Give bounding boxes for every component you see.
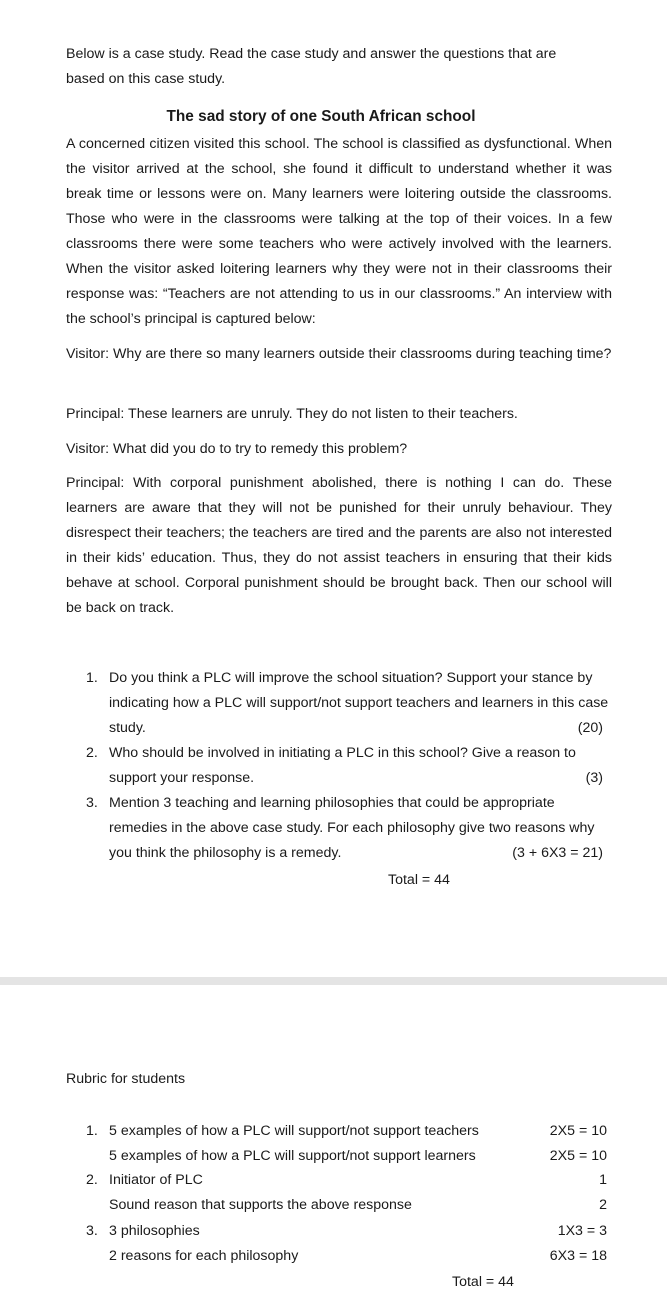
rubric-criterion: 2 reasons for each philosophy	[109, 1248, 299, 1264]
rubric-criterion: 5 examples of how a PLC will support/not support teachers	[109, 1123, 479, 1139]
rubric-row	[86, 1119, 607, 1144]
question-text: Do you think a PLC will improve the school situation? Support your stance by indicating how a PLC will support/not support teachers and learners in this case study.	[109, 670, 609, 736]
question-number: 3.	[86, 795, 98, 811]
visitor-question-2: Visitor: What did you do to try to remedy this problem?	[66, 441, 408, 457]
question-marks: (20)	[577, 720, 603, 736]
visitor-question-1: Visitor: Why are there so many learners outside their classrooms during teaching time?	[66, 346, 612, 362]
case-study-title: The sad story of one South African school	[166, 108, 476, 125]
rubric-number: 3.	[86, 1223, 98, 1239]
rubric-criterion: 3 philosophies	[109, 1223, 200, 1239]
rubric-criterion: Sound reason that supports the above response	[109, 1197, 412, 1213]
rubric-total-cut-off: Total = 44	[452, 1274, 514, 1290]
rubric-value: 2X5 = 10	[549, 1123, 607, 1139]
total-marks: Total = 44	[388, 872, 450, 888]
question-text: Who should be involved in initiating a PLC in this school? Give a reason to support your response.	[109, 745, 576, 786]
page-separator	[0, 977, 667, 985]
rubric-criterion: 5 examples of how a PLC will support/not support learners	[109, 1148, 476, 1164]
case-paragraph: A concerned citizen visited this school. The school is classified as dysfunctional. When the visitor arrived at the school, she found it difficult to understand whether it was break time or lessons were on. Many learners were loitering outside the classrooms. Those who were in the classrooms were talking at the top of their voices. In a few classrooms there were some teachers who were actively involved with the learners. When the visitor asked loitering learners why they were not in their classrooms their response was: “Teachers are not attending to us in our classrooms.” An interview with the school’s principal is captured below:	[66, 136, 612, 327]
question-item	[86, 666, 611, 741]
question-number: 2.	[86, 745, 98, 761]
rubric-value: 2	[599, 1197, 607, 1213]
intro-text: Below is a case study. Read the case study and answer the questions that are based on this case study.	[66, 46, 557, 87]
rubric-row	[86, 1144, 607, 1169]
rubric-row	[86, 1219, 607, 1244]
rubric-row	[86, 1244, 607, 1269]
rubric-value: 6X3 = 18	[549, 1248, 607, 1264]
principal-answer-1: Principal: These learners are unruly. They do not listen to their teachers.	[66, 406, 518, 422]
rubric-row	[86, 1193, 607, 1218]
rubric-number: 2.	[86, 1172, 98, 1188]
rubric-row	[86, 1168, 607, 1193]
question-item	[86, 741, 611, 791]
question-text: Mention 3 teaching and learning philosophies that could be appropriate remedies in the above case study. For each philosophy give two reasons why you think the philosophy is a remedy.	[109, 795, 595, 861]
rubric-criterion: Initiator of PLC	[109, 1172, 203, 1188]
rubric-value: 1	[599, 1172, 607, 1188]
question-marks: (3)	[585, 770, 603, 786]
principal-answer-2: Principal: With corporal punishment abolished, there is nothing I can do. These learners are aware that they will not be punished for their unruly behaviour. They disrespect their teachers; the teachers are tired and the parents are also not interested in their kids’ education. Thus, they do not assist teachers in ensuring that their kids behave at school. Corporal punishment should be brought back. Then our school will be back on track.	[66, 475, 612, 616]
question-item	[86, 791, 611, 866]
rubric-value: 1X3 = 3	[557, 1223, 607, 1239]
rubric-value: 2X5 = 10	[549, 1148, 607, 1164]
rubric-heading: Rubric for students	[66, 1071, 186, 1087]
question-number: 1.	[86, 670, 98, 686]
rubric-number: 1.	[86, 1123, 98, 1139]
question-marks: (3 + 6X3 = 21)	[512, 845, 603, 861]
